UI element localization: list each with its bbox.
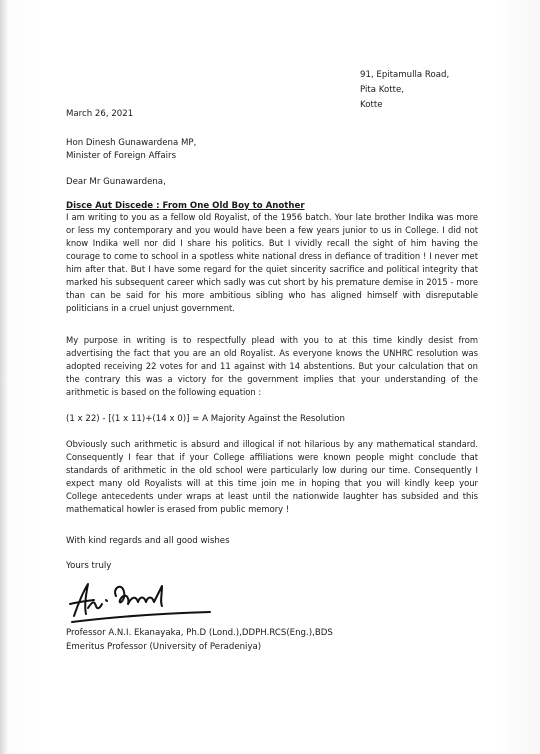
- signatory-title: Emeritus Professor (University of Peradeniya): [66, 642, 262, 652]
- paragraph-2: My purpose in writing is to respectfully plead with you to at this time kindly desist from advertising the fact that you are an old Royalist. As everyone knows the UNHRC resolution was adopted receiving 22 votes for and 11 against with 14 abstentions. But your calculation that on the contrary this was a victory for the government implies that your understanding of the arithmetic is based on the following equation :: [66, 335, 478, 397]
- regards-line: With kind regards and all good wishes: [66, 536, 230, 546]
- handwritten-signature: [64, 578, 214, 628]
- address-line-2: Pita Kotte,: [360, 85, 404, 95]
- paragraph-1: I am writing to you as a fellow old Royalist, of the 1956 batch. Your late brother Indika was more or less my contemporary and you would have been a few years junior to us in College. I did not know Indika well nor did I share his politics. But I vividly recall the sight of him having the courage to come to school in a spotless white national dress in defiance of tradition ! I never met him after that. But I have some regard for the quiet sincerity sacrifice and political integrity that marked his subsequent career which sadly was cut short by his premature demise in 2015 - more than can be said for his more ambitious sibling who has aligned himself with disreputable politicians in a cruel unjust government.: [66, 212, 478, 313]
- address-line-1: 91, Epitamulla Road,: [360, 70, 450, 80]
- address-line-3: Kotte: [360, 100, 383, 110]
- salutation: Dear Mr Gunawardena,: [66, 177, 166, 187]
- equation: (1 x 22) - [(1 x 11)+(14 x 0)] = A Majority Against the Resolution: [66, 414, 345, 424]
- paragraph-3: Obviously such arithmetic is absurd and illogical if not hilarious by any mathematical standard. Consequently I fear that if your College affiliations were known people might conclude that standards of arithmetic in the old school were particularly low during our time. Consequently I expect many old Royalists will at this time join me in hoping that you will kindly keep your College antecedents under wraps at least until the nationwide laughter has subsided and this mathematical howler is erased from public memory !: [66, 439, 478, 514]
- recipient-name: Hon Dinesh Gunawardena MP,: [66, 138, 197, 148]
- recipient-title: Minister of Foreign Affairs: [66, 151, 177, 161]
- letter-subject: Disce Aut Discede : From One Old Boy to Another: [66, 201, 305, 211]
- letter-date: March 26, 2021: [66, 109, 134, 119]
- closing-line: Yours truly: [66, 561, 112, 571]
- signatory-name: Professor A.N.I. Ekanayaka, Ph.D (Lond.),DDPH.RCS(Eng.),BDS: [66, 628, 333, 638]
- page-fold-shadow: [0, 0, 8, 754]
- sender-address: [360, 68, 449, 113]
